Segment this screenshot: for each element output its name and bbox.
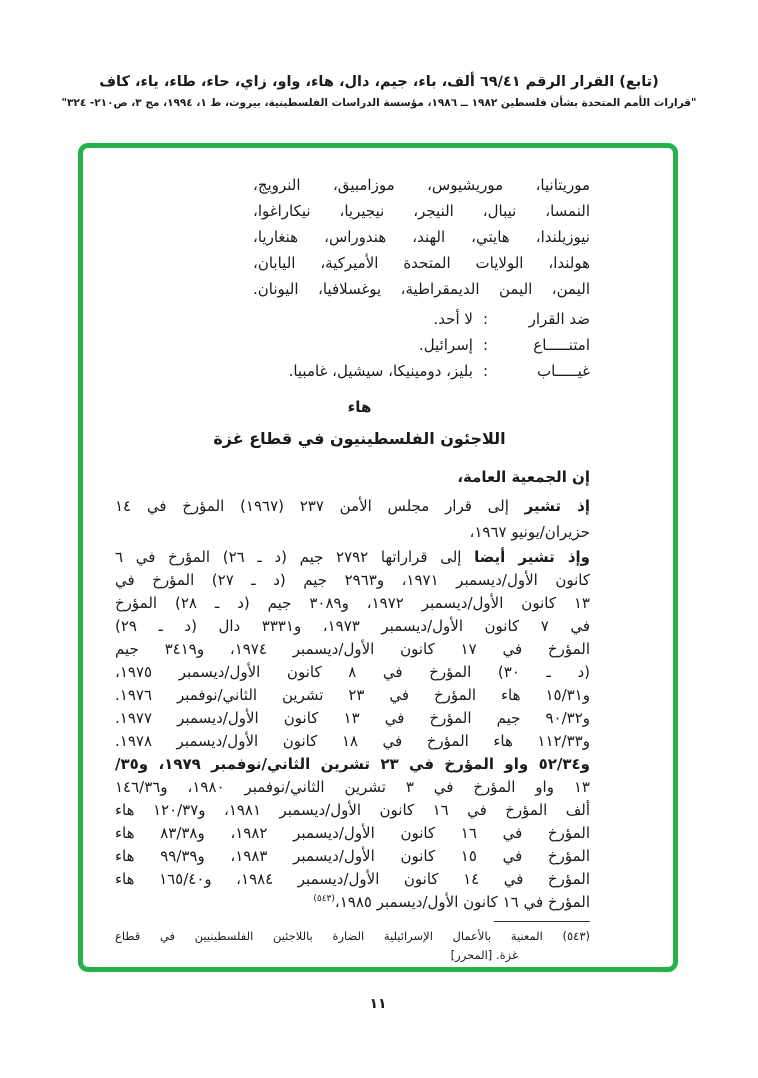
page-number: ١١ (369, 996, 387, 1012)
text-line (115, 493, 590, 519)
resolution-body (115, 172, 590, 965)
text-segment: ألف المؤرخ في ١٦ كانون الأول/ديسمبر ١٩٨١، و١٢٠/٣٧ هاء (115, 801, 590, 819)
text-line (115, 927, 590, 946)
text-segment: المؤرخ في ١٦ كانون الأول/ديسمبر ١٩٨٥، (334, 893, 590, 911)
recall-paragraph (115, 493, 590, 545)
text-segment: اليمن، اليمن الديمقراطية، يوغسلافيا، اليونان. (253, 280, 590, 298)
vote-results (115, 306, 590, 384)
vote-against-value: لا أحد. (433, 310, 473, 328)
text-segment: وإذ تشير أيضا (474, 548, 591, 566)
colon-separator: : (482, 336, 488, 354)
text-line (115, 799, 590, 822)
section-title: اللاجئون الفلسطينيون في قطاع غزة (213, 429, 506, 448)
text-segment: المؤرخ في ١٧ كانون الأول/ديسمبر ١٩٧٤، و٣٤١٩ جيم (115, 640, 590, 658)
footnote-reference: (٥٤٣) (313, 894, 335, 904)
voting-countries-list (253, 172, 590, 302)
colon-separator: : (482, 362, 488, 380)
page-header (0, 74, 758, 109)
text-line (115, 868, 590, 891)
text-line (115, 845, 590, 868)
text-line (253, 276, 590, 302)
text-segment: (٥٤٣) المعنية بالأعمال الإسرائيلية الضارة باللاجئين الفلسطينيين في قطاع (115, 929, 590, 943)
text-line (115, 730, 590, 753)
text-segment: ١٣ واو المؤرخ في ٣ تشرين الثاني/نوفمبر ١٩٨٠، و١٤٦/٣٦ (115, 778, 590, 796)
vote-abstain-value: إسرائيل. (418, 336, 473, 354)
footnote (115, 921, 590, 965)
footnote-separator (494, 921, 590, 922)
footnote-text (115, 927, 590, 965)
text-line (115, 707, 590, 730)
text-segment: إذ تشير (524, 497, 590, 515)
vote-absent-label: غيـــــاب (536, 362, 590, 380)
text-line (253, 250, 590, 276)
green-border-frame (78, 143, 678, 972)
text-segment: و٩٠/٣٢ جيم المؤرخ في ١٣ كانون الأول/ديسمبر ١٩٧٧. (115, 709, 590, 727)
text-line (115, 592, 590, 615)
text-line (115, 638, 590, 661)
text-line (115, 661, 590, 684)
text-line (115, 753, 590, 776)
resolution-continuation-title: (تابع) القرار الرقم ٦٩/٤١ ألف، باء، جيم، دال، هاء، واو، زاي، حاء، طاء، ياء، كاف (99, 74, 659, 90)
text-segment: موريتانيا، موريشيوس، موزامبيق، النرويج، (253, 176, 590, 194)
vote-abstain-label: امتنـــــاع (533, 336, 590, 354)
text-segment: غزة. [المحرر] (450, 948, 518, 962)
text-segment: و١٥/٣١ هاء المؤرخ في ٢٣ تشرين الثاني/نوفمبر ١٩٧٦. (115, 686, 590, 704)
text-segment: في ٧ كانون الأول/ديسمبر ١٩٧٣، و٣٣٣١ دال (د ـ ٢٩) (115, 617, 590, 635)
text-segment: و١١٢/٣٣ هاء المؤرخ في ١٨ كانون الأول/ديسمبر ١٩٧٨. (115, 732, 590, 750)
text-segment: و٥٢/٣٤ واو المؤرخ في ٢٣ تشرين الثاني/نوفمبر ١٩٧٩، و٣٥/ (115, 755, 590, 773)
text-line (115, 946, 590, 965)
text-segment: المؤرخ في ١٤ كانون الأول/ديسمبر ١٩٨٤، و١٦٥/٤٠ هاء (115, 870, 590, 888)
text-line (115, 822, 590, 845)
vote-absent-row (137, 358, 590, 384)
text-segment: نيوزيلندا، هايتي، الهند، هندوراس، هنغاريا، (253, 228, 590, 246)
text-segment: حزيران/يونيو ١٩٦٧، (469, 523, 590, 541)
text-line (253, 198, 590, 224)
text-segment: (د ـ ٣٠) المؤرخ في ٨ كانون الأول/ديسمبر ١٩٧٥، (115, 663, 590, 681)
resolutions-list-paragraph (115, 546, 590, 914)
text-line (115, 546, 590, 569)
text-line (253, 224, 590, 250)
vote-abstain-row (137, 332, 590, 358)
vote-against-row (137, 306, 590, 332)
section-letter: هاء (347, 398, 372, 416)
text-line (115, 615, 590, 638)
text-line (115, 569, 590, 592)
text-segment: إلى قراراتها ٢٧٩٢ جيم (د ـ ٢٦) المؤرخ في ٦ (115, 548, 475, 566)
text-line (115, 776, 590, 799)
colon-separator: : (482, 310, 488, 328)
text-line (115, 891, 590, 914)
text-segment: ١٣ كانون الأول/ديسمبر ١٩٧٢، و٣٠٨٩ جيم (د ـ ٢٨) المؤرخ (115, 594, 590, 612)
text-line (115, 684, 590, 707)
vote-against-label: ضد القرار (528, 310, 590, 328)
text-segment: المؤرخ في ١٦ كانون الأول/ديسمبر ١٩٨٢، و٨٣/٣٨ هاء (115, 824, 590, 842)
text-segment: النمسا، نيبال، النيجر، نيجيريا، نيكاراغوا، (253, 202, 590, 220)
text-segment: المؤرخ في ١٥ كانون الأول/ديسمبر ١٩٨٣، و٩٩/٣٩ هاء (115, 847, 590, 865)
text-line (115, 519, 590, 545)
text-line (253, 172, 590, 198)
source-citation: "قرارات الأمم المتحدة بشأن فلسطين ١٩٨٢ ــ ١٩٨٦، مؤسسة الدراسات الفلسطينية، بيروت، ط ١، ١٩٩٤، مج ٣، ص٢١٠- ٣٢٤" (61, 97, 697, 109)
preamble-lead: إن الجمعية العامة، (457, 468, 590, 486)
text-segment: هولندا، الولايات المتحدة الأميركية، اليابان، (253, 254, 590, 272)
text-segment: إلى قرار مجلس الأمن ٢٣٧ (١٩٦٧) المؤرخ في ١٤ (115, 497, 525, 515)
vote-absent-value: بليز، دومينيكا، سيشيل، غامبيا. (288, 362, 473, 380)
text-segment: كانون الأول/ديسمبر ١٩٧١، و٢٩٦٣ جيم (د ـ ٢٧) المؤرخ في (115, 571, 590, 589)
